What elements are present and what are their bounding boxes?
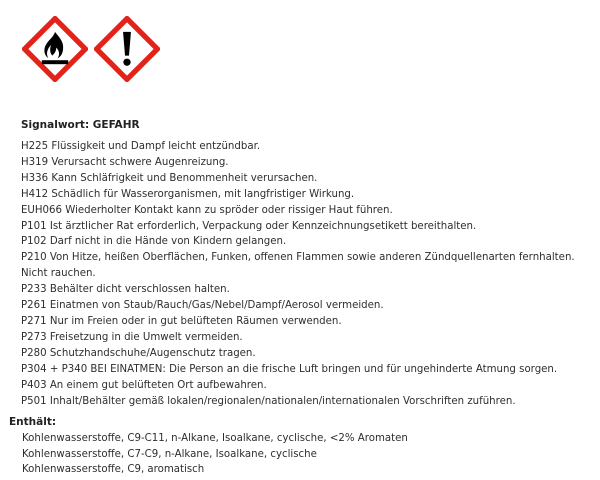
contains-item: Kohlenwasserstoffe, C9, aromatisch bbox=[22, 464, 205, 475]
statement-line: P280 Schutzhandschuhe/Augenschutz tragen. bbox=[21, 347, 256, 359]
statement-line: P403 An einem gut belüfteten Ort aufbewahren. bbox=[21, 379, 267, 391]
contains-heading: Enthält: bbox=[9, 416, 57, 428]
statement-line: P210 Von Hitze, heißen Oberflächen, Funken, offenen Flammen sowie anderen Zündquellenarten fernhalten. Nicht rauchen. bbox=[21, 252, 575, 280]
statement-line: EUH066 Wiederholter Kontakt kann zu spröder oder rissiger Haut führen. bbox=[21, 204, 393, 216]
hazard-precaution-statements bbox=[21, 139, 589, 409]
statement-line: P102 Darf nicht in die Hände von Kindern gelangen. bbox=[21, 236, 287, 248]
statement-line: P304 + P340 BEI EINATMEN: Die Person an die frische Luft bringen und für ungehinderte Atmung sorgen. bbox=[21, 363, 558, 375]
statement-line: P273 Freisetzung in die Umwelt vermeiden. bbox=[21, 331, 243, 343]
statement-line: P271 Nur im Freien oder in gut belüfteten Räumen verwenden. bbox=[21, 315, 342, 327]
statement-line: P233 Behälter dicht verschlossen halten. bbox=[21, 284, 230, 296]
statement-line: H412 Schädlich für Wasserorganismen, mit langfristiger Wirkung. bbox=[21, 188, 355, 200]
flame-hazard-icon bbox=[22, 16, 88, 82]
contains-item: Kohlenwasserstoffe, C7-C9, n-Alkane, Isoalkane, cyclische bbox=[22, 448, 317, 460]
contains-list bbox=[22, 431, 408, 478]
statement-line: P261 Einatmen von Staub/Rauch/Gas/Nebel/Dampf/Aerosol vermeiden. bbox=[21, 300, 384, 312]
contains-item: Kohlenwasserstoffe, C9-C11, n-Alkane, Isoalkane, cyclische, <2% Aromaten bbox=[22, 433, 408, 444]
statement-line: H319 Verursacht schwere Augenreizung. bbox=[21, 156, 229, 168]
hazard-pictograms bbox=[22, 14, 160, 98]
statement-line: P101 Ist ärztlicher Rat erforderlich, Verpackung oder Kennzeichnungsetikett bereithalten. bbox=[21, 220, 477, 232]
exclamation-hazard-icon bbox=[94, 16, 160, 82]
statement-line: H225 Flüssigkeit und Dampf leicht entzündbar. bbox=[21, 141, 261, 152]
signal-word: Signalwort: GEFAHR bbox=[21, 119, 140, 131]
statement-line: H336 Kann Schläfrigkeit und Benommenheit verursachen. bbox=[21, 172, 318, 184]
statement-line: P501 Inhalt/Behälter gemäß lokalen/regionalen/nationalen/internationalen Vorschriften zuführen. bbox=[21, 395, 516, 407]
